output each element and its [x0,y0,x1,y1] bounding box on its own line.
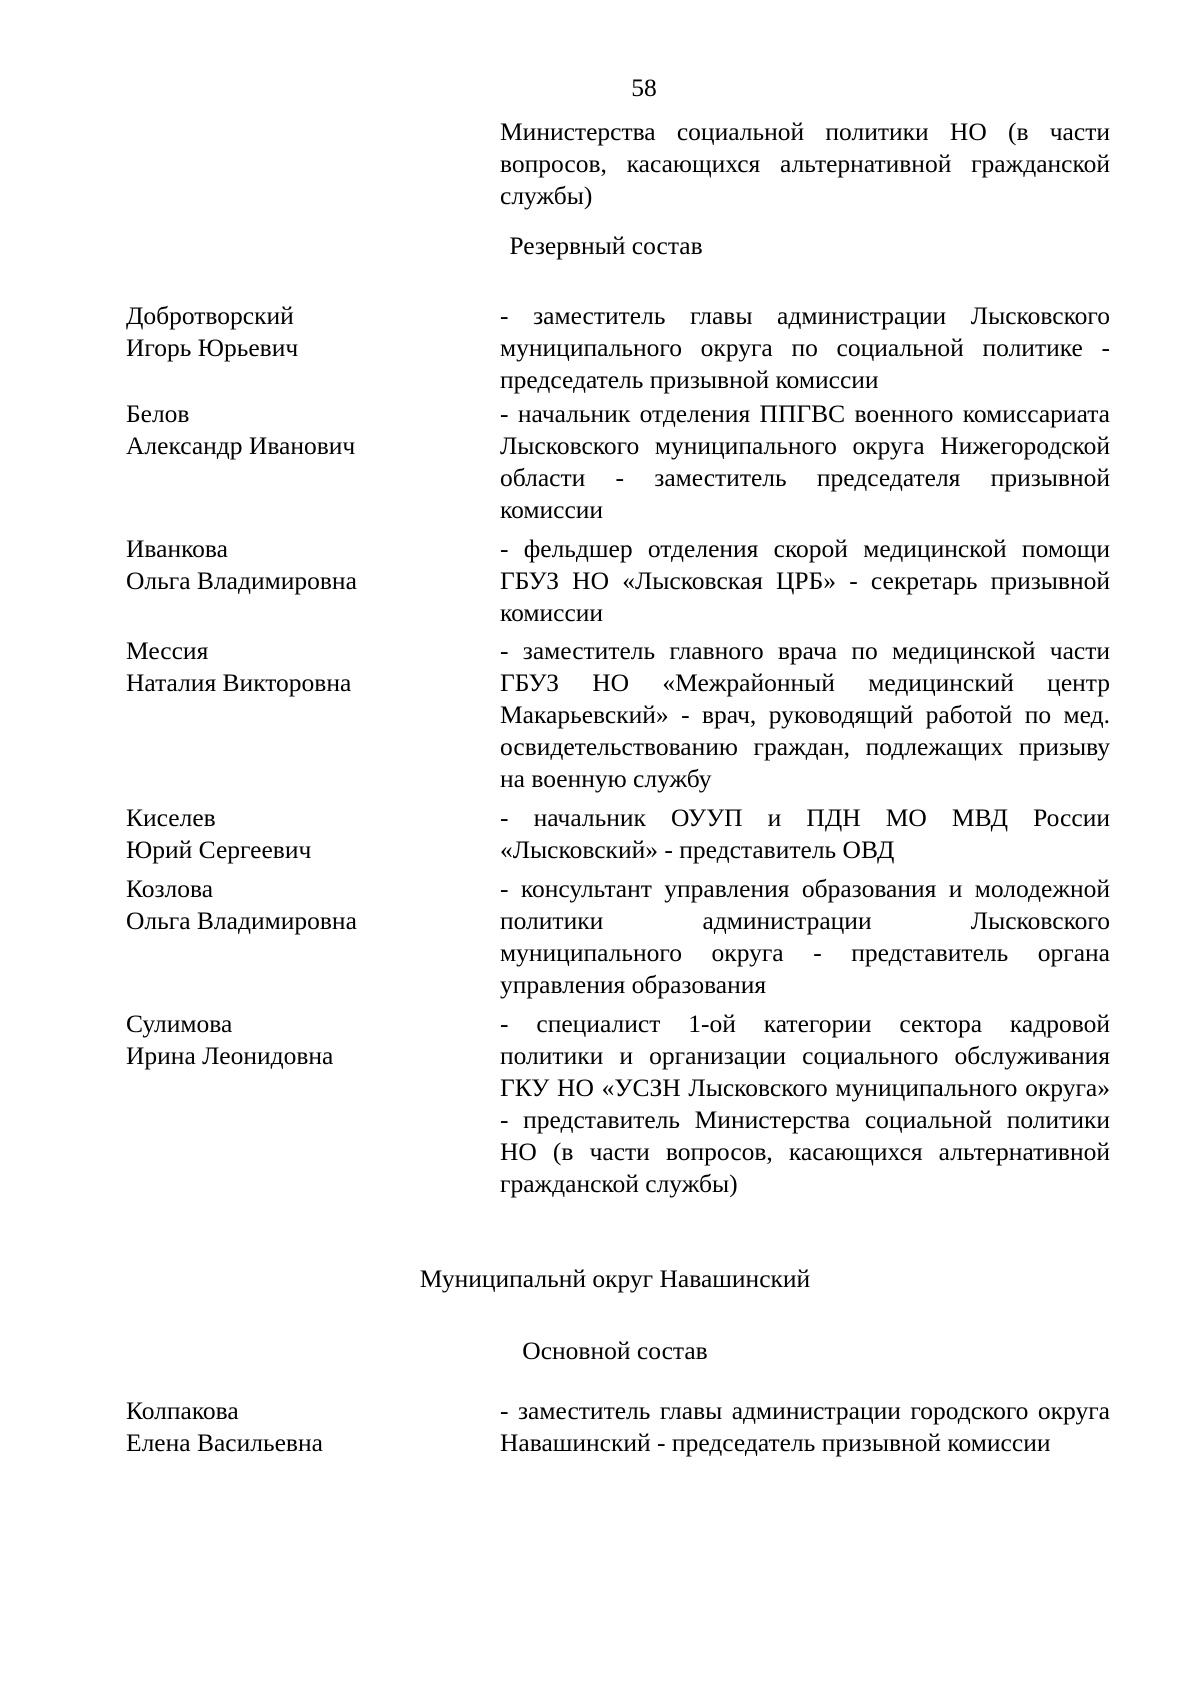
member-surname: Мессия [126,636,209,665]
member-role: - заместитель главы администрации городского округа Навашинский - председатель призывной комиссии [500,1396,1110,1457]
member-role: - начальник отделения ППГВС военного комиссариата Лысковского муниципального округа Нижегородской области - заместитель председателя призывной комиссии [500,399,1110,524]
continuation-text: Министерства социальной политики НО (в части вопросов, касающихся альтернативной гражданской службы) [500,117,1110,210]
member-surname: Киселев [126,803,216,832]
member-surname: Белов [126,399,190,428]
member-name [126,1395,486,1459]
member-name [126,873,486,937]
member-given-name: Юрий Сергеевич [126,835,312,864]
member-surname: Добротворский [126,301,294,330]
member-name [126,533,486,597]
member-name [126,300,486,364]
member-name [126,635,486,699]
member-surname: Козлова [126,874,214,903]
member-given-name: Ольга Владимировна [126,906,357,935]
member-role: - фельдшер отделения скорой медицинской помощи ГБУЗ НО «Лысковская ЦРБ» - секретарь призывной комиссии [500,534,1110,627]
member-surname: Сулимова [126,1009,233,1038]
member-name [126,1008,486,1072]
member-role: - заместитель главы администрации Лысковского муниципального округа по социальной политике - председатель призывной комиссии [500,301,1110,394]
member-role: - начальник ОУУП и ПДН МО МВД России «Лысковский» - представитель ОВД [500,803,1110,864]
member-surname: Иванкова [126,534,228,563]
member-given-name: Александр Иванович [126,431,356,460]
member-role: - консультант управления образования и молодежной политики администрации Лысковского муниципального округа - представитель органа управления образования [500,874,1110,999]
member-surname: Колпакова [126,1396,239,1425]
member-given-name: Ольга Владимировна [126,566,357,595]
member-given-name: Елена Васильевна [126,1428,323,1457]
member-given-name: Наталия Викторовна [126,668,352,697]
member-role: - специалист 1-ой категории сектора кадровой политики и организации социального обслуживания ГКУ НО «УСЗН Лысковского муниципального округа» - представитель Министерства социальной политики НО (в части вопросов, касающихся альтернативной гражданской службы) [500,1009,1110,1198]
member-name [126,802,486,866]
page-number: 58 [631,73,657,102]
district-heading: Муниципальнй округ Навашинский [419,1264,811,1293]
member-name [126,398,486,462]
reserve-heading: Резервный состав [509,231,703,260]
member-given-name: Игорь Юрьевич [126,333,299,362]
member-given-name: Ирина Леонидовна [126,1041,334,1070]
main-heading: Основной состав [522,1336,708,1365]
member-role: - заместитель главного врача по медицинской части ГБУЗ НО «Межрайонный медицинский центр Макарьевский» - врач, руководящий работой по мед. освидетельствованию граждан, подлежащих призыву на военную службу [500,636,1110,793]
